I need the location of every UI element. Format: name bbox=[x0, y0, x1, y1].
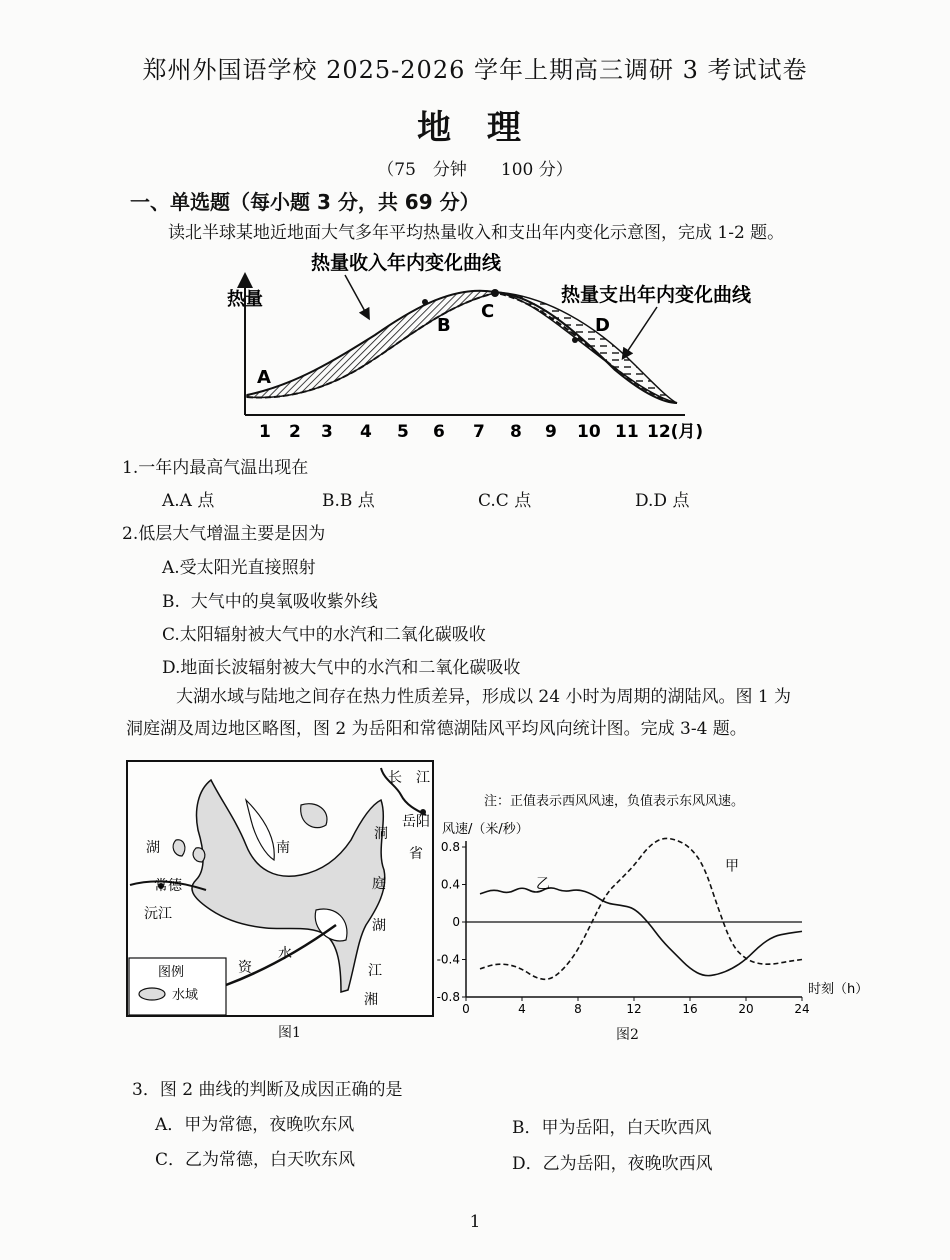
label-changde: 常德 bbox=[154, 878, 182, 894]
expense-curve-label: 热量支出年内变化曲线 bbox=[561, 284, 752, 306]
series-label-jia: 甲 bbox=[725, 858, 739, 875]
fig1-caption: 图1 bbox=[278, 1025, 301, 1041]
q2-option-a[interactable]: A.受太阳光直接照射 bbox=[162, 558, 316, 578]
passage-line-2: 洞庭湖及周边地区略图，图 2 为岳阳和常德湖陆风平均风向统计图。完成 3-4 题。 bbox=[126, 719, 747, 739]
month-tick: 9 bbox=[545, 422, 557, 442]
x-tick-label: 0 bbox=[462, 1002, 470, 1016]
label-xiang: 湘 bbox=[364, 992, 378, 1008]
time-score: （75 分钟 100 分） bbox=[377, 160, 573, 180]
label-jiang: 江 bbox=[368, 963, 382, 979]
label-jiang2: 江 bbox=[416, 770, 430, 786]
y-tick-label: -0.4 bbox=[436, 952, 460, 967]
label-zi: 资 bbox=[238, 960, 252, 976]
label-yueyang: 岳阳 bbox=[402, 814, 430, 830]
label-sheng: 省 bbox=[409, 846, 423, 862]
q3-option-a[interactable]: A．甲为常德，夜晚吹东风 bbox=[155, 1115, 355, 1135]
chart-y-label: 风速/（米/秒） bbox=[442, 822, 529, 837]
point-c-label: C bbox=[481, 301, 495, 322]
month-tick: 8 bbox=[510, 422, 522, 442]
label-hu: 湖 bbox=[146, 840, 160, 856]
x-tick-label: 4 bbox=[518, 1002, 526, 1016]
exam-title: 郑州外国语学校 2025-2026 学年上期高三调研 3 考试试卷 bbox=[142, 56, 808, 84]
question-3-stem: 3．图 2 曲线的判断及成因正确的是 bbox=[132, 1080, 403, 1100]
lake-water bbox=[193, 848, 205, 862]
month-tick: 2 bbox=[289, 422, 301, 442]
passage-line-1: 大湖水域与陆地之间存在热力性质差异，形成以 24 小时为周期的湖陆风。图 1 为 bbox=[176, 687, 792, 707]
q3-option-b[interactable]: B．甲为岳阳，白天吹西风 bbox=[512, 1118, 712, 1138]
question-2-stem: 2.低层大气增温主要是因为 bbox=[122, 524, 326, 544]
question-1-stem: 1.一年内最高气温出现在 bbox=[122, 458, 309, 478]
q1-option-c[interactable]: C.C 点 bbox=[478, 491, 532, 511]
point-b-label: B bbox=[437, 315, 451, 336]
section-heading: 一、单选题（每小题 3 分，共 69 分） bbox=[130, 190, 480, 214]
y-tick-label: 0.8 bbox=[440, 840, 460, 854]
month-ticks bbox=[259, 422, 703, 442]
income-arrow bbox=[345, 275, 367, 315]
subject-title: 地 理 bbox=[417, 108, 533, 148]
legend-water-swatch bbox=[139, 988, 165, 1000]
q3-option-c[interactable]: C．乙为常德，白天吹东风 bbox=[155, 1150, 356, 1170]
point-c-dot bbox=[491, 289, 499, 297]
section-intro: 读北半球某地近地面大气多年平均热量收入和支出年内变化示意图，完成 1-2 题。 bbox=[168, 223, 785, 243]
label-nan: 南 bbox=[276, 840, 290, 856]
wind-speed-chart bbox=[436, 785, 886, 1025]
q3-option-d[interactable]: D．乙为岳阳，夜晚吹西风 bbox=[512, 1154, 713, 1174]
point-d-dot bbox=[572, 337, 578, 343]
x-tick-label: 24 bbox=[794, 1002, 810, 1016]
month-tick: 5 bbox=[397, 422, 409, 442]
series-line-jia bbox=[480, 838, 802, 979]
fig2-caption: 图2 bbox=[616, 1027, 639, 1043]
month-tick: 3 bbox=[321, 422, 333, 442]
heat-budget-figure bbox=[215, 245, 795, 445]
series-label-yi: 乙 bbox=[536, 876, 550, 893]
chart-axes bbox=[437, 840, 810, 1016]
x-tick-label: 20 bbox=[738, 1002, 754, 1016]
x-tick-label: 16 bbox=[682, 1002, 698, 1016]
month-tick: 4 bbox=[360, 422, 372, 442]
month-tick: 7 bbox=[473, 422, 485, 442]
legend-title: 图例 bbox=[158, 965, 185, 980]
q1-option-b[interactable]: B.B 点 bbox=[322, 491, 375, 511]
label-shui: 水 bbox=[278, 946, 292, 962]
legend-water-label: 水域 bbox=[172, 988, 199, 1003]
q2-option-b[interactable]: B. 大气中的臭氧吸收紫外线 bbox=[162, 592, 378, 612]
month-tick: 10 bbox=[577, 422, 601, 442]
label-changjiang: 长 bbox=[388, 770, 402, 786]
chart-note: 注：正值表示西风风速，负值表示东风风速。 bbox=[484, 794, 745, 809]
dongting-map bbox=[126, 760, 436, 1020]
x-tick-label: 8 bbox=[574, 1002, 582, 1016]
label-dong: 洞 bbox=[374, 826, 388, 842]
page-number: 1 bbox=[469, 1212, 481, 1232]
y-axis-label: 热量 bbox=[227, 289, 263, 310]
chart-x-label: 时刻（h） bbox=[808, 982, 869, 997]
y-tick-label: 0 bbox=[452, 915, 460, 929]
month-tick: 12(月) bbox=[647, 422, 704, 442]
y-tick-label: -0.8 bbox=[436, 990, 460, 1004]
label-yuanjiang: 沅江 bbox=[144, 906, 172, 922]
expense-deficit-area bbox=[495, 292, 677, 403]
month-tick: 1 bbox=[259, 422, 271, 442]
point-a-label: A bbox=[257, 367, 271, 388]
q2-option-c[interactable]: C.太阳辐射被大气中的水汽和二氧化碳吸收 bbox=[162, 625, 486, 645]
income-curve-label: 热量收入年内变化曲线 bbox=[311, 252, 502, 274]
q1-option-d[interactable]: D.D 点 bbox=[635, 491, 690, 511]
month-tick: 6 bbox=[433, 422, 445, 442]
point-b-dot bbox=[422, 299, 428, 305]
y-tick-label: 0.4 bbox=[440, 877, 460, 892]
q1-option-a[interactable]: A.A 点 bbox=[162, 491, 215, 511]
label-hu2: 湖 bbox=[372, 918, 386, 934]
month-tick: 11 bbox=[615, 422, 639, 442]
q2-option-d[interactable]: D.地面长波辐射被大气中的水汽和二氧化碳吸收 bbox=[162, 658, 521, 678]
label-ting: 庭 bbox=[372, 876, 386, 892]
chart-series bbox=[480, 838, 802, 979]
point-d-label: D bbox=[595, 315, 610, 336]
expense-arrow bbox=[625, 307, 657, 355]
x-tick-label: 12 bbox=[626, 1002, 642, 1016]
